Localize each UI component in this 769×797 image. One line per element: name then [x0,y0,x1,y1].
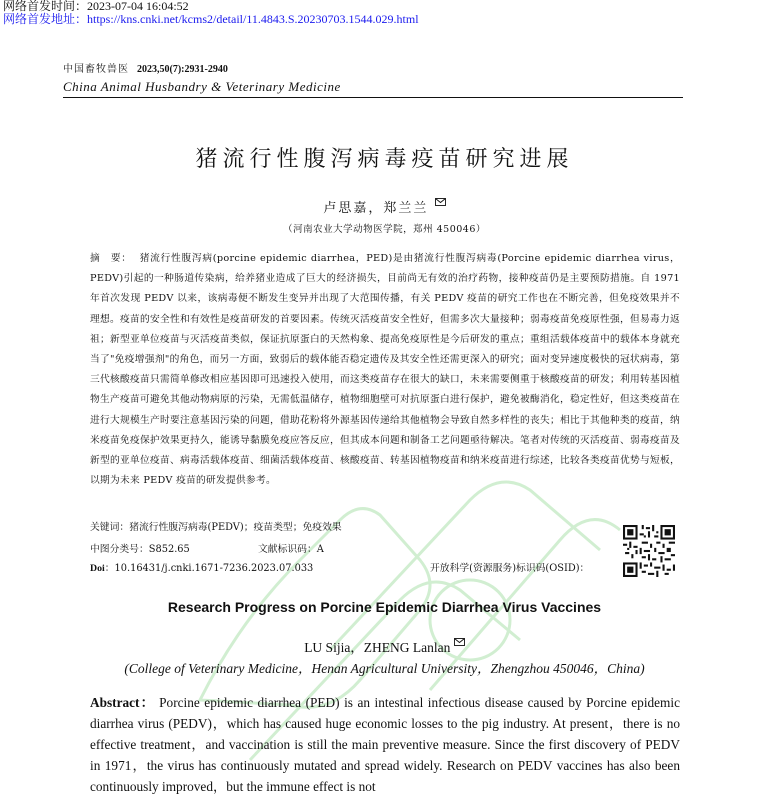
paper-title-cn: 猪流行性腹泻病毒疫苗研究进展 [195,147,574,172]
abstract-cn-text: 猪流行性腹泻病(porcine epidemic diarrhea，PED)是由猪流行性腹泻病毒(Porcine epidemic diarrhea virus，PEDV)引起的一种肠道传染病，给养猪业造成了巨大的经济损失，目前尚无有效的治疗药物，接种疫苗仍是主要预防措施。自 1971 年首次发现 PEDV 以来，该病毒便不断发生变异并出现了大范围传播，有关 PEDV 疫苗的研究工作也在不断完善，但免疫效果并不理想。疫苗的安全性和有效性是疫苗研发的首要因素。传统灭活疫苗安全性好，但需多次大量接种；弱毒疫苗免疫原性强，但易毒力返祖；新型亚单位疫苗与灭活疫苗类似，保证抗原蛋白的天然构象、提高免疫原性是今后研发的重点；重组活载体疫苗中的载体本身就充当了"免疫增强剂"的角色，而另一方面，致弱后的载体能否稳定遗传及其安全性还需更深入的研究；面对变异速度极快的冠状病毒，第三代核酸疫苗只需简单修改相应基因即可迅速投入使用，而这类疫苗存在很大的缺口，未来需要侧重于核酸疫苗的研发；利用转基因植物生产疫苗可避免其他动物病原的污染，无需低温储存，植物细胞壁可对抗原蛋白进行保护，避免被酶消化，稳定性好，但这类疫苗在进行大规模生产时要注意基因污染的问题，借助花粉将外源基因传递给其他植物会导致自然多样性的丧失；相比于其他种类的疫苗，纳米疫苗免疫保护效果更持久，能诱导黏膜免疫应答反应，但其成本问题和制备工艺问题亟待解决。笔者对传统的灭活疫苗、弱毒疫苗及新型的亚单位疫苗、病毒活载体疫苗、细菌活载体疫苗、核酸疫苗、转基因植物疫苗和纳米疫苗进行综述，比较各类疫苗优势与短板，以期为未来 PEDV 疫苗的研发提供参考。 [90,253,681,487]
abstract-cn-label: 摘 要： [90,253,132,264]
abstract-cn [90,249,680,491]
class-label: 中图分类号： [90,544,149,555]
class-value: S852.65 [148,544,190,555]
authors-cn [0,197,769,216]
doc-code [258,541,324,555]
abstract-en-text: Porcine epidemic diarrhea (PED) is an intestinal infectious disease caused by Porcine epidemic diarrhea virus (PEDV)，which has caused huge economic losses to the pig industry. At present，there is no effective treatment，and vaccination is still the main preventive measure. Since the first discovery of PEDV in 1971，the virus has continuously mutated and spread widely. Research on PEDV vaccines has also been continuously improved，but the immune effect is not [90,695,680,794]
journal-name-en: China Animal Husbandry & Veterinary Medicine [63,79,341,94]
affiliation-en: (College of Veterinary Medicine，Henan Agricultural University，Zhengzhou 450046，China) [124,661,645,676]
envelope-icon [435,198,446,206]
keywords [90,519,342,533]
header-divider [63,97,683,98]
doc-label: 文献标识码： [258,544,317,555]
publish-address-link[interactable]: https://kns.cnki.net/kcms2/detail/11.4843.S.20230703.1544.029.html [87,12,419,26]
affiliation-cn: （河南农业大学动物医学院，郑州 450046） [283,224,486,235]
publish-address [3,13,419,26]
doi [90,560,313,574]
online-publish-header [3,0,419,26]
publish-address-label: 网络首发地址： [3,12,88,26]
abstract-en [90,692,680,797]
doi-value: ：10.16431/j.cnki.1671-7236.2023.07.033 [104,563,314,574]
authors-en-names: LU Sijia，ZHENG Lanlan [304,640,451,655]
keywords-label: 关键词： [90,522,130,533]
doi-label: Doi [90,563,105,574]
osid-label: 开放科学(资源服务)标识码(OSID)： [430,563,590,574]
authors-en [0,636,769,656]
classification [90,541,324,555]
journal-name-cn [63,60,341,75]
envelope-icon [454,638,465,646]
paper-title-en: Research Progress on Porcine Epidemic Diarrhea Virus Vaccines [167,599,602,615]
publish-time: 网络首发时间：2023-07-04 16:04:52 [3,0,189,13]
authors-cn-names: 卢思嘉，郑兰兰 [323,201,429,216]
journal-cn-title: 中国畜牧兽医 [63,64,129,75]
keywords-text: 猪流行性腹泻病毒(PEDV)；疫苗类型；免疫效果 [129,522,342,533]
journal-issue: 2023,50(7):2931-2940 [137,64,228,75]
journal-header [63,60,341,95]
abstract-en-label: Abstract： [90,695,156,710]
qr-code-icon[interactable] [623,525,675,577]
doc-value: A [316,544,324,555]
